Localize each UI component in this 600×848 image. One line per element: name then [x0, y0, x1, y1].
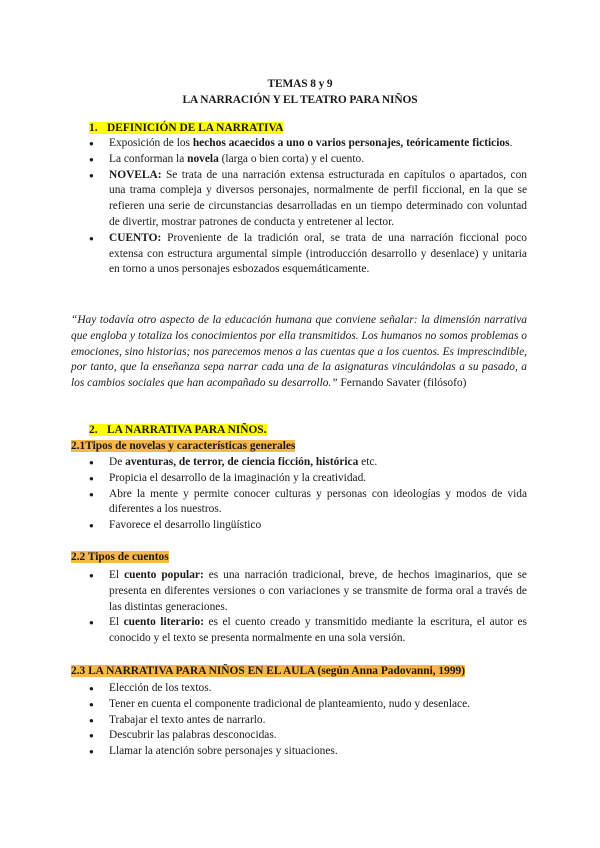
- list-item: ● Descubrir las palabras desconocidas.: [89, 728, 527, 744]
- list-item: ● Trabajar el texto antes de narrarlo.: [89, 713, 527, 729]
- list-item: ● Exposición de los hechos acaecidos a uno o varios personajes, teóricamente ficticios.: [89, 136, 527, 152]
- list-item: ● Propicia el desarrollo de la imaginación y la creatividad.: [89, 471, 527, 487]
- section-1-title: DEFINICIÓN DE LA NARRATIVA: [107, 122, 284, 134]
- subsection-2-1-heading: 2.1Tipos de novelas y características generales: [71, 440, 296, 452]
- list-item: ● Tener en cuenta el componente tradicional de planteamiento, nudo y desenlace.: [89, 697, 527, 713]
- section-2-heading: [89, 423, 267, 438]
- list-item: ● Elección de los textos.: [89, 681, 527, 697]
- list-item: ● De aventuras, de terror, de ciencia ficción, histórica etc.: [89, 455, 527, 471]
- subsection-2-2-heading: 2.2 Tipos de cuentos: [71, 551, 169, 563]
- list-item: ● El cuento literario: es el cuento creado y transmitido mediante la escritura, el autor es conocido y el texto se presenta normalmente en una sola versión.: [89, 615, 527, 647]
- section-2-number: 2.: [89, 424, 98, 436]
- list-item: ● El cuento popular: es una narración tradicional, breve, de hechos imaginarios, que se presenta en diferentes versiones o con variaciones y se transmite de forma oral a través de las distintas generaciones.: [89, 568, 527, 615]
- list-item: ● Llamar la atención sobre personajes y situaciones.: [89, 744, 527, 760]
- quote-block: [71, 313, 527, 392]
- section-2-title: LA NARRATIVA PARA NIÑOS.: [107, 424, 267, 436]
- quote-author: Fernando Savater (filósofo): [337, 377, 467, 390]
- subsection-2-3-list: [89, 681, 527, 760]
- title-line-2: LA NARRACIÓN Y EL TEATRO PARA NIÑOS: [182, 94, 418, 106]
- list-item: ● Abre la mente y permite conocer culturas y personas con ideologías y modos de vida diferentes a los nuestros.: [89, 487, 527, 519]
- section-1-number: 1.: [89, 122, 98, 134]
- section-1-list: [89, 136, 527, 278]
- subsection-2-1-list: [89, 455, 527, 534]
- subsection-2-3-heading: 2.3 LA NARRATIVA PARA NIÑOS EN EL AULA (según Anna Padovanni, 1999): [71, 665, 466, 677]
- list-item: ● La conforman la novela (larga o bien corta) y el cuento.: [89, 152, 527, 168]
- quote-text: “Hay todavía otro aspecto de la educación humana que conviene señalar: la dimensión narrativa que engloba y totaliza los conocimientos por ella transmitidos. Los humanos no somos problemas o emociones, sino historias; nos parecemos menos a las cuentas que a los cuentos. Es imprescindible, por tanto, que la enseñanza sepa narrar cada una de la asignaturas vinculándolas a su pasado, a los cambios sociales que han acompañado su desarrollo.”: [71, 314, 527, 390]
- document-title: [0, 76, 600, 108]
- list-item: ● CUENTO: Proveniente de la tradición oral, se trata de una narración ficcional poco extensa con estructura argumental simple (introducción desarrollo y desenlace) y unitaria en torno a unos personajes esbozados esquemáticamente.: [89, 231, 527, 278]
- subsection-2-2-list: [89, 568, 527, 647]
- section-1-heading: [89, 121, 283, 136]
- list-item: ● Favorece el desarrollo lingüístico: [89, 518, 527, 534]
- list-item: ● NOVELA: Se trata de una narración extensa estructurada en capítulos o apartados, con una trama compleja y diversos personajes, normalmente de perfil ficcional, en la que se refieren una serie de circunstancias desarrolladas en un tiempo determinado con voluntad de divertir, mostrar patrones de conducta y entretener al lector.: [89, 168, 527, 231]
- title-line-1: TEMAS 8 y 9: [267, 78, 333, 90]
